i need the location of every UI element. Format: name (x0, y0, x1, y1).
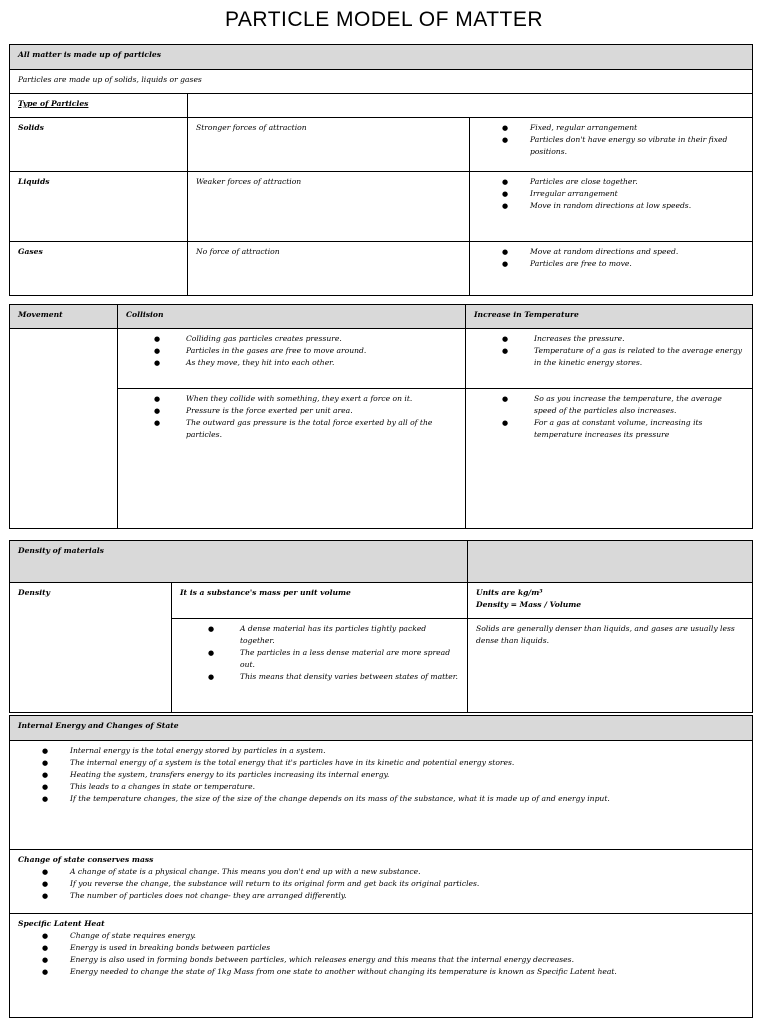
list-item: ● As they move, they hit into each other. (186, 357, 457, 369)
list-item: ● Internal energy is the total energy stored by particles in a system. (70, 745, 744, 757)
page-title: PARTICLE MODEL OF MATTER (224, 8, 544, 31)
section-header: Internal Energy and Changes of State (10, 716, 753, 741)
section-header: All matter is made up of particles (10, 45, 753, 70)
collision-bullets (118, 329, 466, 389)
column-header: Collision (118, 305, 466, 329)
density-label: Density (10, 583, 172, 713)
list-item: ● The internal energy of a system is the total energy that it's particles have in its kinetic and potential energy stores. (70, 757, 744, 769)
list-item: ● A change of state is a physical change. This means you don't end up with a new substance. (70, 866, 744, 878)
temperature-bullets (466, 329, 753, 389)
list-item: ● Pressure is the force exerted per unit area. (186, 405, 457, 417)
list-item: ● Heating the system, transfers energy to its particles increasing its internal energy. (70, 769, 744, 781)
state-name: Solids (10, 118, 188, 172)
list-item: ● Particles in the gases are free to move around. (186, 345, 457, 357)
list-item: ● Increases the pressure. (534, 333, 744, 345)
density-note: Solids are generally denser than liquids, and gases are usually less dense than liquids. (468, 619, 753, 713)
particles-table (9, 44, 753, 296)
list-item: ● So as you increase the temperature, the average speed of the particles also increases. (534, 393, 744, 417)
conserve-mass-cell (10, 850, 753, 914)
list-item: ● Temperature of a gas is related to the average energy in the kinetic energy stores. (534, 345, 744, 369)
list-item: ● This means that density varies between states of matter. (240, 671, 459, 683)
list-item: ● If the temperature changes, the size of the size of the change depends on its mass of the substance, what it is made up of and energy input. (70, 793, 744, 805)
list-item: ● This leads to a changes in state or temperature. (70, 781, 744, 793)
list-item: ● When they collide with something, they exert a force on it. (186, 393, 457, 405)
empty-cell (188, 94, 753, 118)
list-item: ● Particles don't have energy so vibrate in their fixed positions. (530, 134, 744, 158)
list-item: ● If you reverse the change, the substance will return to its original form and get back its original particles. (70, 878, 744, 890)
list-item: ● Change of state requires energy. (70, 930, 744, 942)
list-item: ● Move at random directions and speed. (530, 246, 744, 258)
force-text: No force of attraction (188, 242, 470, 296)
state-bullets (470, 172, 753, 242)
column-header: Movement (10, 305, 118, 329)
latent-label: Specific Latent Heat (18, 919, 105, 928)
density-table (9, 540, 753, 713)
list-item: ● Energy needed to change the state of 1kg Mass from one state to another without changing its temperature is known as Specific Latent heat. (70, 966, 744, 978)
list-item: ● Particles are free to move. (530, 258, 744, 270)
movement-cell (10, 329, 118, 529)
units-text: Units are kg/m³ (476, 588, 543, 597)
gas-pressure-table (9, 304, 753, 529)
list-item: ● Energy is also used in forming bonds between particles, which releases energy and this means that the internal energy decreases. (70, 954, 744, 966)
list-item: ● A dense material has its particles tightly packed together. (240, 623, 459, 647)
list-item: ● Irregular arrangement (530, 188, 744, 200)
list-item: ● Move in random directions at low speeds. (530, 200, 744, 212)
type-label: Type of Particles (10, 94, 188, 118)
density-definition: It is a substance's mass per unit volume (172, 583, 468, 619)
force-text: Weaker forces of attraction (188, 172, 470, 242)
list-item: ● The particles in a less dense material are more spread out. (240, 647, 459, 671)
conserve-label: Change of state conserves mass (18, 855, 154, 864)
density-units (468, 583, 753, 619)
density-bullets (172, 619, 468, 713)
temperature-bullets (466, 389, 753, 529)
collision-bullets (118, 389, 466, 529)
state-name: Gases (10, 242, 188, 296)
density-formula: Density = Mass / Volume (476, 600, 582, 609)
column-header: Increase in Temperature (466, 305, 753, 329)
list-item: ● Colliding gas particles creates pressure. (186, 333, 457, 345)
section-header: Density of materials (10, 541, 468, 583)
latent-heat-cell (10, 914, 753, 1018)
state-name: Liquids (10, 172, 188, 242)
state-bullets (470, 242, 753, 296)
list-item: ● For a gas at constant volume, increasing its temperature increases its pressure (534, 417, 744, 441)
list-item: ● Particles are close together. (530, 176, 744, 188)
intro-text: Particles are made up of solids, liquids or gases (10, 70, 753, 94)
force-text: Stronger forces of attraction (188, 118, 470, 172)
list-item: ● Energy is used in breaking bonds between particles (70, 942, 744, 954)
internal-energy-table (9, 715, 753, 1018)
list-item: ● The outward gas pressure is the total force exerted by all of the particles. (186, 417, 457, 441)
state-bullets (470, 118, 753, 172)
list-item: ● The number of particles does not change- they are arranged differently. (70, 890, 744, 902)
list-item: ● Fixed, regular arrangement (530, 122, 744, 134)
internal-energy-bullets (10, 741, 753, 850)
empty-header-cell (468, 541, 753, 583)
